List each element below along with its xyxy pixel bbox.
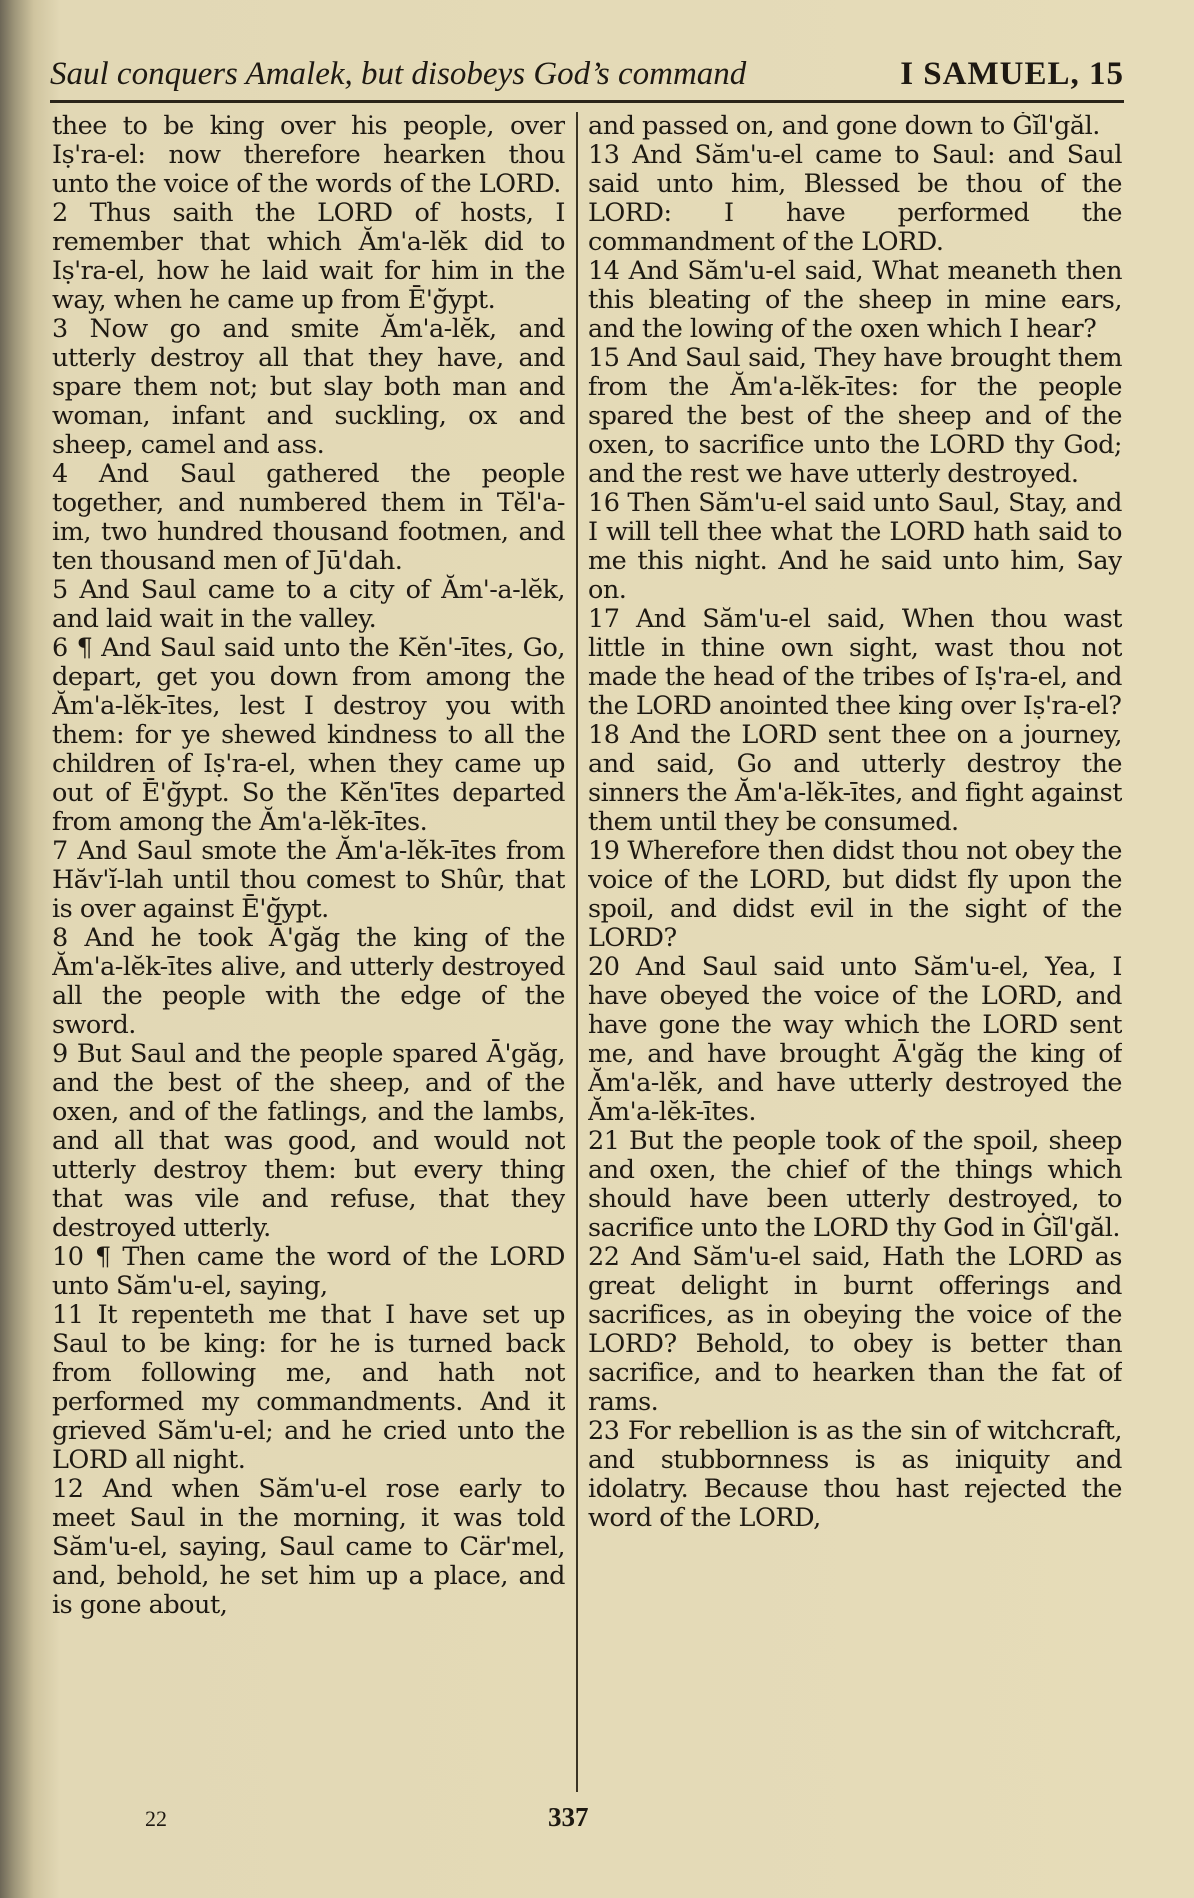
verse-10: 10 ¶ Then came the word of the LORD unto Săm'u-el, saying, (52, 1242, 565, 1301)
verse-15: 15 And Saul said, They have brought them from the Ăm'a-lĕk-ītes: for the people spared the best of the sheep and of the oxen, to sacrifice unto the LORD thy God; and the rest we have utterly destroyed. (588, 343, 1122, 489)
verse-16: 16 Then Săm'u-el said unto Saul, Stay, and I will tell thee what the LORD hath said to me this night. And he said unto him, Say on. (588, 488, 1122, 605)
verse-2: 2 Thus saith the LORD of hosts, I remember that which Ăm'a-lĕk did to Iṣ'ra-el, how he laid wait for him in the way, when he came up from Ē'ġ̆ypt. (52, 198, 565, 315)
column-divider (576, 112, 578, 1792)
verse-13: 13 And Săm'u-el came to Saul: and Saul said unto him, Blessed be thou of the LORD: I have performed the commandment of the LORD. (588, 140, 1122, 257)
verse-11: 11 It repenteth me that I have set up Saul to be king: for he is turned back from following me, and hath not performed my commandments. And it grieved Săm'u-el; and he cried unto the LORD all night. (52, 1300, 565, 1475)
verse-8: 8 And he took Ā'găg the king of the Ăm'a-lĕk-ītes alive, and utterly destroyed all the people with the edge of the sword. (52, 923, 565, 1040)
verse-12-continued: and passed on, and gone down to Ġĭl'găl. (588, 112, 1100, 141)
verse-4: 4 And Saul gathered the people together, and numbered them in Tĕl'a-im, two hundred thousand footmen, and ten thousand men of Jū'dah. (52, 459, 565, 576)
verse-text: thee to be king over his people, over Iṣ'ra-el: now therefore hearken thou unto the voice of the words of the LORD. (52, 112, 565, 199)
verse-3: 3 Now go and smite Ăm'a-lĕk, and utterly destroy all that they have, and spare them not; but slay both man and woman, infant and suckling, ox and sheep, camel and ass. (52, 314, 565, 460)
verse-23: 23 For rebellion is as the sin of witchcraft, and stubbornness is as iniquity and idolatry. Because thou hast rejected the word of the LORD, (588, 1416, 1122, 1533)
running-header (50, 50, 1124, 103)
verse-14: 14 And Săm'u-el said, What meaneth then this bleating of the sheep in mine ears, and the lowing of the oxen which I hear? (588, 256, 1122, 344)
chapter-summary: Saul conquers Amalek, but disobeys God’s command (50, 56, 747, 92)
verse-20: 20 And Saul said unto Săm'u-el, Yea, I have obeyed the voice of the LORD, and have gone the way which the LORD sent me, and have brought Ā'găg the king of Ăm'a-lĕk, and have utterly destroyed the Ăm'a-lĕk-ītes. (588, 952, 1122, 1127)
right-column (588, 112, 1122, 1792)
book-chapter-label: I SAMUEL, 15 (900, 56, 1124, 92)
verse-12: 12 And when Săm'u-el rose early to meet Saul in the morning, it was told Săm'u-el, saying, Saul came to Cär'mel, and, behold, he set him up a place, and is gone about, (52, 1474, 565, 1620)
verse-21: 21 But the people took of the spoil, sheep and oxen, the chief of the things which should have been utterly destroyed, to sacrifice unto the LORD thy God in Ġĭl'găl. (588, 1126, 1122, 1243)
verse-19: 19 Wherefore then didst thou not obey the voice of the LORD, but didst fly upon the spoil, and didst evil in the sight of the LORD? (588, 836, 1122, 953)
verse-6: 6 ¶ And Saul said unto the Kĕn'-ītes, Go, depart, get you down from among the Ăm'a-lĕk-ītes, lest I destroy you with them: for ye shewed kindness to all the children of Iṣ'ra-el, when they came up out of Ē'ġ̆ypt. So the Kĕn'ītes departed from among the Ăm'a-lĕk-ītes. (52, 633, 565, 837)
verse-5: 5 And Saul came to a city of Ăm'-a-lĕk, and laid wait in the valley. (52, 575, 565, 634)
verse-18: 18 And the LORD sent thee on a journey, and said, Go and utterly destroy the sinners the Ăm'a-lĕk-ītes, and fight against them until they be consumed. (588, 720, 1122, 837)
verse-17: 17 And Săm'u-el said, When thou wast little in thine own sight, wast thou not made the head of the tribes of Iṣ'ra-el, and the LORD anointed thee king over Iṣ'ra-el? (588, 604, 1122, 721)
signature-mark: 22 (145, 1806, 167, 1831)
verse-9: 9 But Saul and the people spared Ā'găg, and the best of the sheep, and of the oxen, and of the fatlings, and the lambs, and all that was good, and would not utterly destroy them: but every thing that was vile and refuse, that they destroyed utterly. (52, 1039, 565, 1243)
verse-7: 7 And Saul smote the Ăm'a-lĕk-ītes from Hăv'ĭ-lah until thou comest to Shûr, that is over against Ē'ġ̆ypt. (52, 836, 565, 924)
page-number: 337 (548, 1802, 589, 1832)
verse-22: 22 And Săm'u-el said, Hath the LORD as great delight in burnt offerings and sacrifices, as in obeying the voice of the LORD? Behold, to obey is better than sacrifice, and to hearken than the fat of rams. (588, 1242, 1122, 1417)
left-column (52, 112, 565, 1792)
